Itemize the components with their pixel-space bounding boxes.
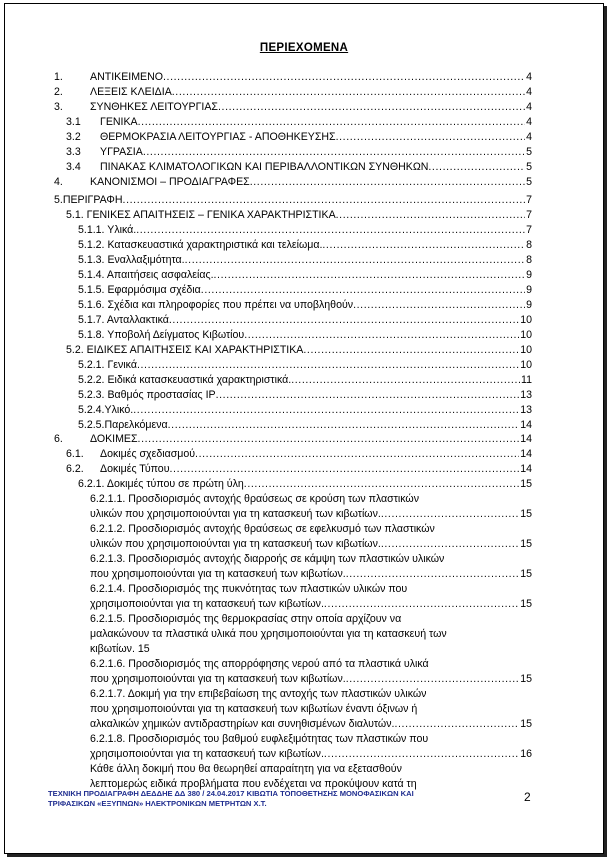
toc-number: 3. bbox=[54, 101, 63, 113]
toc-entry-line: υλικών που χρησιμοποιούνται για τη κατασκευή των κιβωτίων. bbox=[90, 508, 381, 520]
toc-entry-title: ΓΕΝΙΚΑ bbox=[100, 116, 138, 128]
toc-number: 6.1. bbox=[66, 448, 84, 460]
toc-entry-line: 6.2.1.5. Προσδιορισμός της θερμοκρασίας στην οποία αρχίζουν να bbox=[90, 613, 402, 625]
toc-entry-title: ΑΝΤΙΚΕΙΜΕΝΟ bbox=[90, 71, 163, 83]
toc-page-number: 7 bbox=[526, 194, 532, 206]
toc-entry-title: 5.1.5. Εφαρμόσιμα σχέδια bbox=[78, 284, 201, 296]
toc-entry-title: Δοκιμές σχεδιασμού bbox=[100, 448, 196, 460]
toc-entry-title: 5.1.1. Υλικά. bbox=[78, 224, 137, 236]
toc-entry[interactable] bbox=[66, 343, 532, 358]
toc-leader-dots bbox=[322, 238, 525, 253]
toc-page-number: 8 bbox=[526, 239, 532, 251]
toc-page-number: 10 bbox=[520, 329, 532, 341]
toc-leader-dots bbox=[185, 253, 525, 268]
toc-entry[interactable] bbox=[78, 238, 532, 253]
toc-entry[interactable] bbox=[78, 313, 532, 328]
toc-page-number: 4 bbox=[526, 131, 532, 143]
toc-page-number: 15 bbox=[520, 568, 532, 580]
document-footer bbox=[48, 789, 488, 809]
toc-entry[interactable] bbox=[78, 283, 532, 298]
toc-entry[interactable] bbox=[78, 388, 532, 403]
toc-entry-line: λεπτομερώς ειδικά προβλήματα που ενδέχεται να προκύψουν κατά τη bbox=[90, 778, 417, 790]
toc-entry[interactable] bbox=[54, 193, 532, 208]
page-title: ΠΕΡΙΕΧΟΜΕΝΑ bbox=[259, 42, 349, 54]
toc-leader-dots bbox=[381, 507, 519, 522]
toc-leader-dots bbox=[170, 462, 520, 477]
toc-entry[interactable] bbox=[90, 175, 532, 190]
toc-entry-title: 5.2. ΕΙΔΙΚΕΣ ΑΠΑΙΤΗΣΕΙΣ ΚΑΙ ΧΑΡΑΚΤΗΡΙΣΤΙΚΑ bbox=[66, 344, 304, 356]
toc-page-number: 15 bbox=[520, 598, 532, 610]
toc-page-number: 7 bbox=[526, 209, 532, 221]
toc-leader-dots bbox=[172, 85, 525, 100]
toc-entry[interactable] bbox=[78, 373, 532, 388]
toc-entry-line: 6.2.1.7. Δοκιμή για την επιβεβαίωση της αντοχής των πλαστικών υλικών bbox=[90, 688, 427, 700]
toc-entry[interactable] bbox=[78, 328, 532, 343]
toc-entry-last-line bbox=[90, 672, 532, 687]
toc-entry-line: 6.2.1.4. Προσδιορισμός της πυκνότητας των πλαστικών υλικών που bbox=[90, 583, 408, 595]
toc-number: 3.2 bbox=[66, 131, 81, 143]
toc-entry-title: 5.1.8. Υποβολή Δείγματος Κιβωτίου bbox=[78, 329, 245, 341]
toc-page-number: 10 bbox=[520, 359, 532, 371]
toc-number: 4. bbox=[54, 176, 63, 188]
toc-entry-line: 6.2.1.3. Προσδιορισμός αντοχής διαρροής σε κάμψη των πλαστικών υλικών bbox=[90, 553, 445, 565]
toc-page-number: 9 bbox=[526, 269, 532, 281]
toc-entry[interactable] bbox=[66, 208, 532, 223]
toc-number: 3.4 bbox=[66, 161, 81, 173]
toc-leader-dots bbox=[201, 283, 525, 298]
toc-entry-line: χρησιμοποιούνται για τη κατασκευή των κιβωτίων. bbox=[90, 748, 324, 760]
toc-number: 6.2. bbox=[66, 463, 84, 475]
toc-page-number: 8 bbox=[526, 254, 532, 266]
toc-leader-dots bbox=[336, 130, 526, 145]
toc-leader-dots bbox=[138, 115, 525, 130]
toc-page-number: 9 bbox=[526, 299, 532, 311]
toc-leader-dots bbox=[324, 597, 519, 612]
toc-leader-dots bbox=[303, 343, 519, 358]
toc-leader-dots bbox=[216, 388, 520, 403]
toc-number: 3.1 bbox=[66, 116, 81, 128]
toc-leader-dots bbox=[244, 328, 519, 343]
toc-entry-title: 5.ΠΕΡΙΓΡΑΦΗ bbox=[54, 194, 123, 206]
toc-page-number: 15 bbox=[520, 478, 532, 490]
toc-entry-title: 5.2.5.Παρελκόμενα bbox=[78, 419, 168, 431]
toc-number: 6. bbox=[54, 433, 63, 445]
toc-page-number: 10 bbox=[520, 314, 532, 326]
toc-entry-title: ΛΕΞΕΙΣ ΚΛΕΙΔΙΑ bbox=[90, 86, 172, 98]
footer-line-1: ΤΕΧΝΙΚΗ ΠΡΟΔΙΑΓΡΑΦΗ ΔΕΔΔΗΕ ΔΔ 380 / 24.04.2017 ΚΙΒΩΤΙΑ ΤΟΠΟΘΕΤΗΣΗΣ ΜΟΝΟΦΑΣΙΚΩΝ ΚΑΙ bbox=[48, 789, 414, 798]
toc-entry-last-line bbox=[90, 717, 532, 732]
toc-page-number: 4 bbox=[526, 101, 532, 113]
toc-entry-title: 6.2.1. Δοκιμές τύπου σε πρώτη ύλη bbox=[78, 478, 244, 490]
toc-entry-title: ΘΕΡΜΟΚΡΑΣΙΑ ΛΕΙΤΟΥΡΓΙΑΣ - ΑΠΟΘΗΚΕΥΣΗΣ bbox=[100, 131, 336, 143]
toc-entry-title: 5.1.4. Απαιτήσεις ασφαλείας. bbox=[78, 269, 214, 281]
toc-leader-dots bbox=[381, 537, 519, 552]
toc-entry-line: που χρησιμοποιούνται για τη κατασκευή των κιβωτίων έναντι όξινων ή bbox=[90, 703, 418, 715]
toc-page-number: 14 bbox=[520, 448, 532, 460]
toc-page-number: 11 bbox=[521, 374, 532, 386]
toc-leader-dots bbox=[291, 373, 520, 388]
toc-leader-dots bbox=[136, 223, 525, 238]
toc-number: 3.3 bbox=[66, 146, 81, 158]
toc-page-number: 5 bbox=[526, 161, 532, 173]
toc-entry-title: ΥΓΡΑΣΙΑ bbox=[100, 146, 143, 158]
toc-entry-title: 5.2.1. Γενικά bbox=[78, 359, 137, 371]
toc-entry[interactable] bbox=[78, 268, 532, 283]
toc-leader-dots bbox=[123, 193, 526, 208]
toc-page-number: 15 bbox=[520, 508, 532, 520]
toc-entry-line: 6.2.1.6. Προσδιορισμός της απορρόφησης νερού από τα πλαστικά υλικά bbox=[90, 658, 429, 670]
toc-page-number: 7 bbox=[526, 224, 532, 236]
toc-page-number: 13 bbox=[520, 404, 532, 416]
toc-number: 1. bbox=[54, 71, 63, 83]
toc-leader-dots bbox=[353, 298, 525, 313]
toc-page-number: 4 bbox=[526, 116, 532, 128]
toc-page-number: 15 bbox=[520, 673, 532, 685]
toc-entry[interactable] bbox=[78, 223, 532, 238]
toc-entry[interactable] bbox=[90, 70, 532, 85]
toc-leader-dots bbox=[244, 477, 519, 492]
toc-entry-title: 5.2.3. Βαθμός προστασίας IP bbox=[78, 389, 216, 401]
toc-entry[interactable] bbox=[78, 253, 532, 268]
toc-leader-dots bbox=[195, 447, 519, 462]
toc-leader-dots bbox=[394, 717, 519, 732]
toc-entry[interactable] bbox=[90, 100, 532, 115]
toc-entry[interactable] bbox=[100, 160, 532, 175]
toc-entry-title: 5.2.2. Ειδικά κατασκευαστικά χαρακτηριστικά. bbox=[78, 374, 292, 386]
toc-page-number: 14 bbox=[520, 463, 532, 475]
toc-entry[interactable] bbox=[78, 477, 532, 492]
toc-entry[interactable] bbox=[100, 447, 532, 462]
toc-entry-line: 6.2.1.1. Προσδιορισμός αντοχής θραύσεως σε κρούση των πλαστικών bbox=[90, 493, 419, 505]
toc-leader-dots bbox=[137, 358, 519, 373]
toc-entry-title: ΔΟΚΙΜΕΣ bbox=[90, 433, 138, 445]
toc-leader-dots bbox=[250, 175, 525, 190]
toc-entry-title: ΚΑΝΟΝΙΣΜΟΙ – ΠΡΟΔΙΑΓΡΑΦΕΣ bbox=[90, 176, 250, 188]
toc-entry[interactable] bbox=[100, 130, 532, 145]
toc-entry-last-line bbox=[90, 537, 532, 552]
toc-page-number: 15 bbox=[520, 538, 532, 550]
toc-entry-title: 5.1.7. Ανταλλακτικά bbox=[78, 314, 169, 326]
toc-page-number: 10 bbox=[520, 344, 532, 356]
toc-entry[interactable] bbox=[78, 403, 532, 418]
toc-page-number: 15 bbox=[520, 718, 532, 730]
toc-entry[interactable] bbox=[100, 115, 532, 130]
toc-page-number: 9 bbox=[526, 284, 532, 296]
toc-entry-last-line bbox=[90, 507, 532, 522]
toc-entry-title: Δοκιμές Τύπου bbox=[100, 463, 170, 475]
toc-entry-line: που χρησιμοποιούνται για τη κατασκευή των κιβωτίων. bbox=[90, 568, 346, 580]
toc-entry-title: 5.1.2. Κατασκευαστικά χαρακτηριστικά και τελείωμα. bbox=[78, 239, 323, 251]
toc-entry-line: 6.2.1.2. Προσδιορισμός αντοχής θραύσεως σε εφελκυσμό των πλαστικών bbox=[90, 523, 435, 535]
toc-leader-dots bbox=[169, 313, 519, 328]
toc-entry-line: αλκαλικών χημικών αντιδραστηρίων και συνηθισμένων διαλυτών. bbox=[90, 718, 395, 730]
toc-entry-title: 5.2.4.Υλικό. bbox=[78, 404, 134, 416]
toc-leader-dots bbox=[214, 268, 526, 283]
toc-page-number: 14 bbox=[520, 433, 532, 445]
toc-page-number: 4 bbox=[526, 71, 532, 83]
toc-entry-line: υλικών που χρησιμοποιούνται για τη κατασκευή των κιβωτίων. bbox=[90, 538, 381, 550]
toc-entry-line: χρησιμοποιούνται για τη κατασκευή των κιβωτίων. bbox=[90, 598, 324, 610]
toc-leader-dots bbox=[428, 160, 525, 175]
toc-entry[interactable] bbox=[78, 418, 532, 433]
toc-leader-dots bbox=[138, 432, 520, 447]
toc-page-number: 5 bbox=[526, 146, 532, 158]
toc-entry-line: κιβωτίων. 15 bbox=[90, 643, 150, 655]
toc-page-number: 4 bbox=[526, 86, 532, 98]
toc-entry-line: 6.2.1.8. Προσδιορισμός του βαθμού ευφλεξιμότητας των πλαστικών που bbox=[90, 733, 429, 745]
toc-entry[interactable] bbox=[90, 85, 532, 100]
toc-entry-last-line bbox=[90, 747, 532, 762]
toc-number: 2. bbox=[54, 86, 63, 98]
toc-leader-dots bbox=[143, 145, 525, 160]
toc-entry-line: Κάθε άλλη δοκιμή που θα θεωρηθεί απαραίτητη για να εξετασθούν bbox=[90, 763, 402, 775]
toc-leader-dots bbox=[336, 208, 525, 223]
toc-leader-dots bbox=[218, 100, 525, 115]
toc-entry-title: 5.1.6. Σχέδια και πληροφορίες που πρέπει να υποβληθούν bbox=[78, 299, 354, 311]
toc-entry[interactable] bbox=[90, 432, 532, 447]
toc-leader-dots bbox=[346, 672, 520, 687]
toc-entry-line: που χρησιμοποιούνται για τη κατασκευή των κιβωτίων. bbox=[90, 673, 346, 685]
toc-entry[interactable] bbox=[100, 462, 532, 477]
toc-entry-last-line bbox=[90, 567, 532, 582]
toc-page-number: 14 bbox=[520, 419, 532, 431]
toc-leader-dots bbox=[168, 418, 520, 433]
toc-leader-dots bbox=[133, 403, 519, 418]
toc-entry-title: 5.1. ΓΕΝΙΚΕΣ ΑΠΑΙΤΗΣΕΙΣ – ΓΕΝΙΚΑ ΧΑΡΑΚΤΗΡΙΣΤΙΚΑ bbox=[66, 209, 336, 221]
toc-entry[interactable] bbox=[100, 145, 532, 160]
toc-entry[interactable] bbox=[78, 358, 532, 373]
page-number: 2 bbox=[524, 790, 531, 804]
toc-entry-line: μαλακώνουν τα πλαστικά υλικά που χρησιμοποιούνται για τη κατασκευή των bbox=[90, 628, 447, 640]
toc-entry-title: 5.1.3. Εναλλαξιμότητα. bbox=[78, 254, 185, 266]
toc-page-number: 5 bbox=[526, 176, 532, 188]
toc-leader-dots bbox=[163, 70, 525, 85]
toc-page-number: 16 bbox=[520, 748, 532, 760]
toc-entry[interactable] bbox=[78, 298, 532, 313]
toc-page-number: 13 bbox=[520, 389, 532, 401]
toc-entry-last-line bbox=[90, 597, 532, 612]
toc-leader-dots bbox=[324, 747, 519, 762]
footer-line-2: ΤΡΙΦΑΣΙΚΩΝ «ΕΞΥΠΝΩΝ» ΗΛΕΚΤΡΟΝΙΚΩΝ ΜΕΤΡΗΤΩΝ Χ.Τ. bbox=[48, 799, 267, 808]
toc-entry-title: ΠΙΝΑΚΑΣ ΚΛΙΜΑΤΟΛΟΓΙΚΩΝ ΚΑΙ ΠΕΡΙΒΑΛΛΟΝΤΙΚΩΝ ΣΥΝΘΗΚΩΝ bbox=[100, 161, 429, 173]
toc-leader-dots bbox=[346, 567, 520, 582]
toc-entry-title: ΣΥΝΘΗΚΕΣ ΛΕΙΤΟΥΡΓΙΑΣ bbox=[90, 101, 218, 113]
